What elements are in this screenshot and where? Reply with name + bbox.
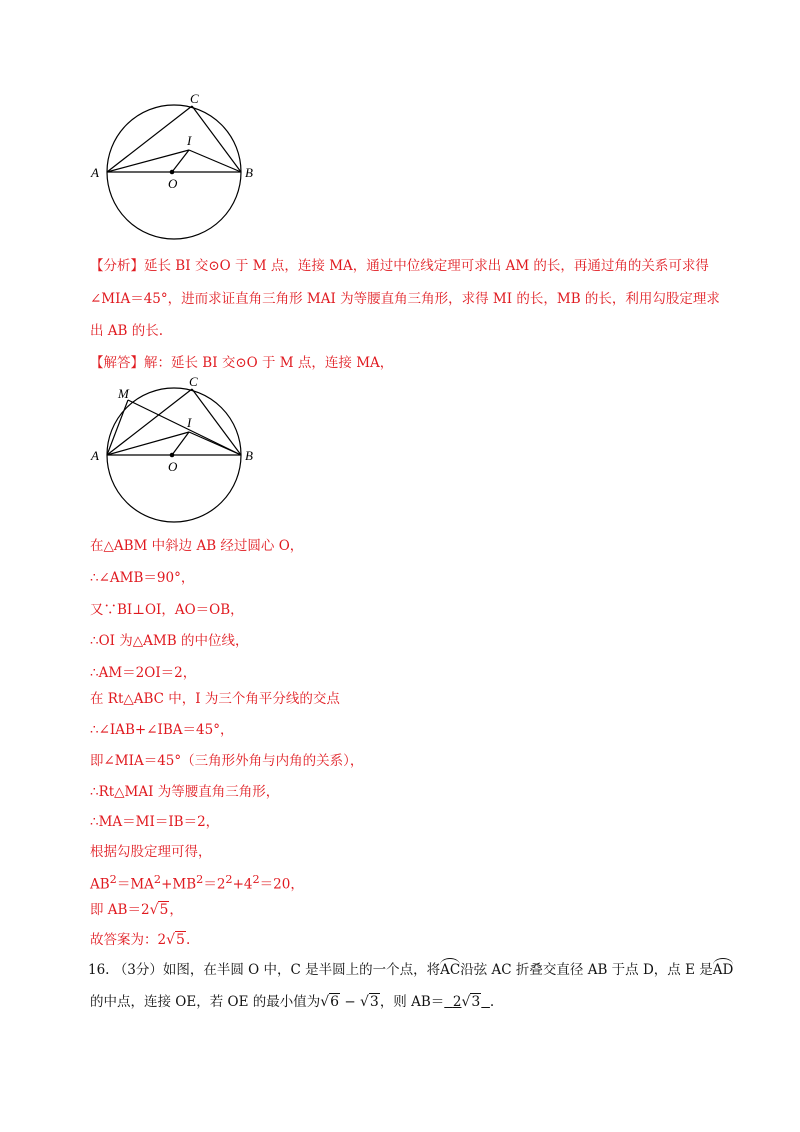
- analysis-line-2: ∠MIA＝45°，进而求证直角三角形 MAI 为等腰直角三角形，求得 MI 的长，MB 的长，利用勾股定理求: [90, 291, 720, 307]
- segment-mb: [128, 400, 241, 455]
- analysis-line-3: 出 AB 的长.: [90, 323, 164, 339]
- pythagoras-equation: $AB^2=MA^2+MB^2=2^2+4^2=20$，: [90, 873, 304, 893]
- label-m: M: [118, 386, 129, 401]
- final-answer-line: 故答案为：2√5.: [90, 932, 191, 948]
- label-a: A: [91, 448, 99, 463]
- step-7: ∴∠IAB+∠IBA＝45°，: [90, 722, 234, 738]
- step-10: ∴MA＝MI＝IB＝2，: [90, 814, 220, 830]
- step-4: ∴OI 为△AMB 的中位线，: [90, 633, 249, 649]
- arc-ad: AD: [712, 962, 734, 978]
- answer-intro: 解：延长 BI 交⊙O 于 M 点，连接 MA，: [144, 355, 394, 371]
- step-1: 在△ABM 中斜边 AB 经过圆心 O，: [90, 538, 304, 554]
- question-number: 16.: [88, 962, 110, 978]
- sqrt-symbol: √5: [149, 902, 169, 918]
- label-i: I: [187, 133, 192, 148]
- step-5: ∴AM＝2OI＝2，: [90, 665, 197, 681]
- sqrt-symbol: √3: [359, 994, 379, 1010]
- sqrt-symbol: √6: [320, 994, 340, 1010]
- sqrt-symbol: √5: [166, 932, 185, 948]
- question-16-line-2: 的中点，连接 OE，若 OE 的最小值为√6 − √3，则 AB＝ 2√3 .: [90, 994, 495, 1010]
- step-11: 根据勾股定理可得，: [90, 844, 212, 860]
- label-a: A: [91, 165, 99, 180]
- segment-cb: [192, 389, 241, 455]
- geometry-figure-2: [0, 0, 800, 520]
- step-8: 即∠MIA＝45°（三角形外角与内角的关系），: [90, 753, 364, 769]
- arc-ac: AC: [440, 962, 461, 978]
- label-b: B: [245, 165, 253, 180]
- result-line: 即 AB＝2√5，: [90, 902, 183, 918]
- label-c: C: [190, 91, 199, 106]
- step-3: 又∵BI⊥OI，AO＝OB，: [90, 602, 244, 618]
- step-2: ∴∠AMB＝90°，: [90, 570, 195, 586]
- step-9: ∴Rt△MAI 为等腰直角三角形，: [90, 784, 280, 800]
- question-16-line-1: 16. （3分）如图，在半圆 O 中，C 是半圆上的一个点，将AC沿弦 AC 折叠交直径 AB 于点 D，点 E 是AD: [88, 962, 734, 978]
- answer-label: 【解答】: [90, 355, 144, 371]
- answer-blank: 2√3: [452, 994, 481, 1010]
- segment-ai: [107, 432, 189, 455]
- analysis-line-1: 【分析】延长 BI 交⊙O 于 M 点，连接 MA，通过中位线定理可求出 AM 的长，再通过角的关系可求得: [90, 258, 709, 274]
- label-b: B: [245, 448, 253, 463]
- label-o: O: [168, 459, 178, 474]
- center-dot: [170, 453, 175, 458]
- label-o: O: [168, 176, 178, 191]
- question-points: （3分）: [113, 962, 163, 978]
- step-6: 在 Rt△ABC 中，I 为三个角平分线的交点: [90, 691, 340, 707]
- label-c: C: [189, 374, 198, 389]
- label-i: I: [187, 415, 192, 430]
